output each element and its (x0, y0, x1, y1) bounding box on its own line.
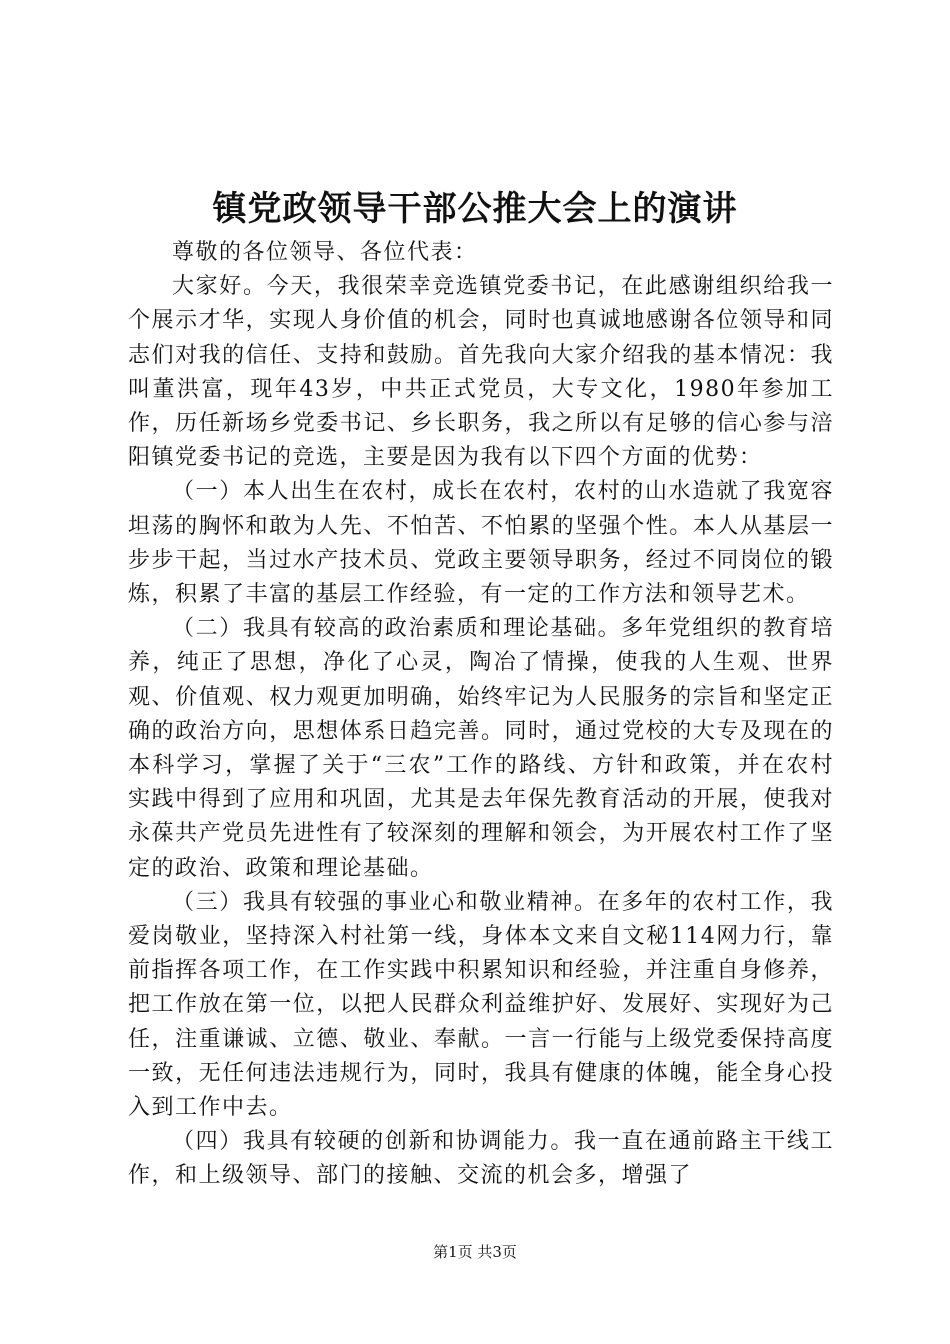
advantage-one-paragraph: （一）本人出生在农村，成长在农村，农村的山水造就了我宽容坦荡的胸怀和敢为人先、不怕苦、不怕累的坚强个性。本人从基层一步步干起，当过水产技术员、党政主要领导职务，经过不同岗位的锻炼，积累了丰富的基层工作经验，有一定的工作方法和领导艺术。 (128, 479, 834, 608)
page-number-footer: 第1页 共3页 (433, 1243, 517, 1261)
advantage-two-paragraph: （二）我具有较高的政治素质和理论基础。多年党组织的教育培养，纯正了思想，净化了心灵，陶冶了情操，使我的人生观、世界观、价值观、权力观更加明确，始终牢记为人民服务的宗旨和坚定正确的政治方向，思想体系日趋完善。同时，通过党校的大专及现在的本科学习，掌握了关于“三农”工作的路线、方针和政策，并在农村实践中得到了应用和巩固，尤其是去年保先教育活动的开展，使我对永葆共产党员先进性有了较深刻的理解和领会，为开展农村工作了坚定的政治、政策和理论基础。 (128, 616, 834, 881)
advantage-three-paragraph: （三）我具有较强的事业心和敬业精神。在多年的农村工作，我爱岗敬业，坚持深入村社第一线，身体本文来自文秘114网力行，靠前指挥各项工作，在工作实践中积累知识和经验，并注重自身修养，把工作放在第一位，以把人民群众利益维护好、发展好、实现好为己任，注重谦诚、立德、敬业、奉献。一言一行能与上级党委保持高度一致，无任何违法违规行为，同时，我具有健康的体魄，能全身心投入到工作中去。 (128, 889, 834, 1121)
document-title: 镇党政领导干部公推大会上的演讲 (212, 189, 738, 229)
document-body (128, 236, 834, 1194)
advantage-four-paragraph: （四）我具有较硬的创新和协调能力。我一直在通前路主干线工作，和上级领导、部门的接触、交流的机会多，增强了 (128, 1129, 834, 1189)
salutation-paragraph: 尊敬的各位领导、各位代表： (172, 240, 478, 265)
intro-paragraph: 大家好。今天，我很荣幸竞选镇党委书记，在此感谢组织给我一个展示才华，实现人身价值的机会，同时也真诚地感谢各位领导和同志们对我的信任、支持和鼓励。首先我向大家介绍我的基本情况：我叫董洪富，现年43岁，中共正式党员，大专文化，1980年参加工作，历任新场乡党委书记、乡长职务，我之所以有足够的信心参与涪阳镇党委书记的竞选，主要是因为我有以下四个方面的优势： (128, 274, 834, 471)
